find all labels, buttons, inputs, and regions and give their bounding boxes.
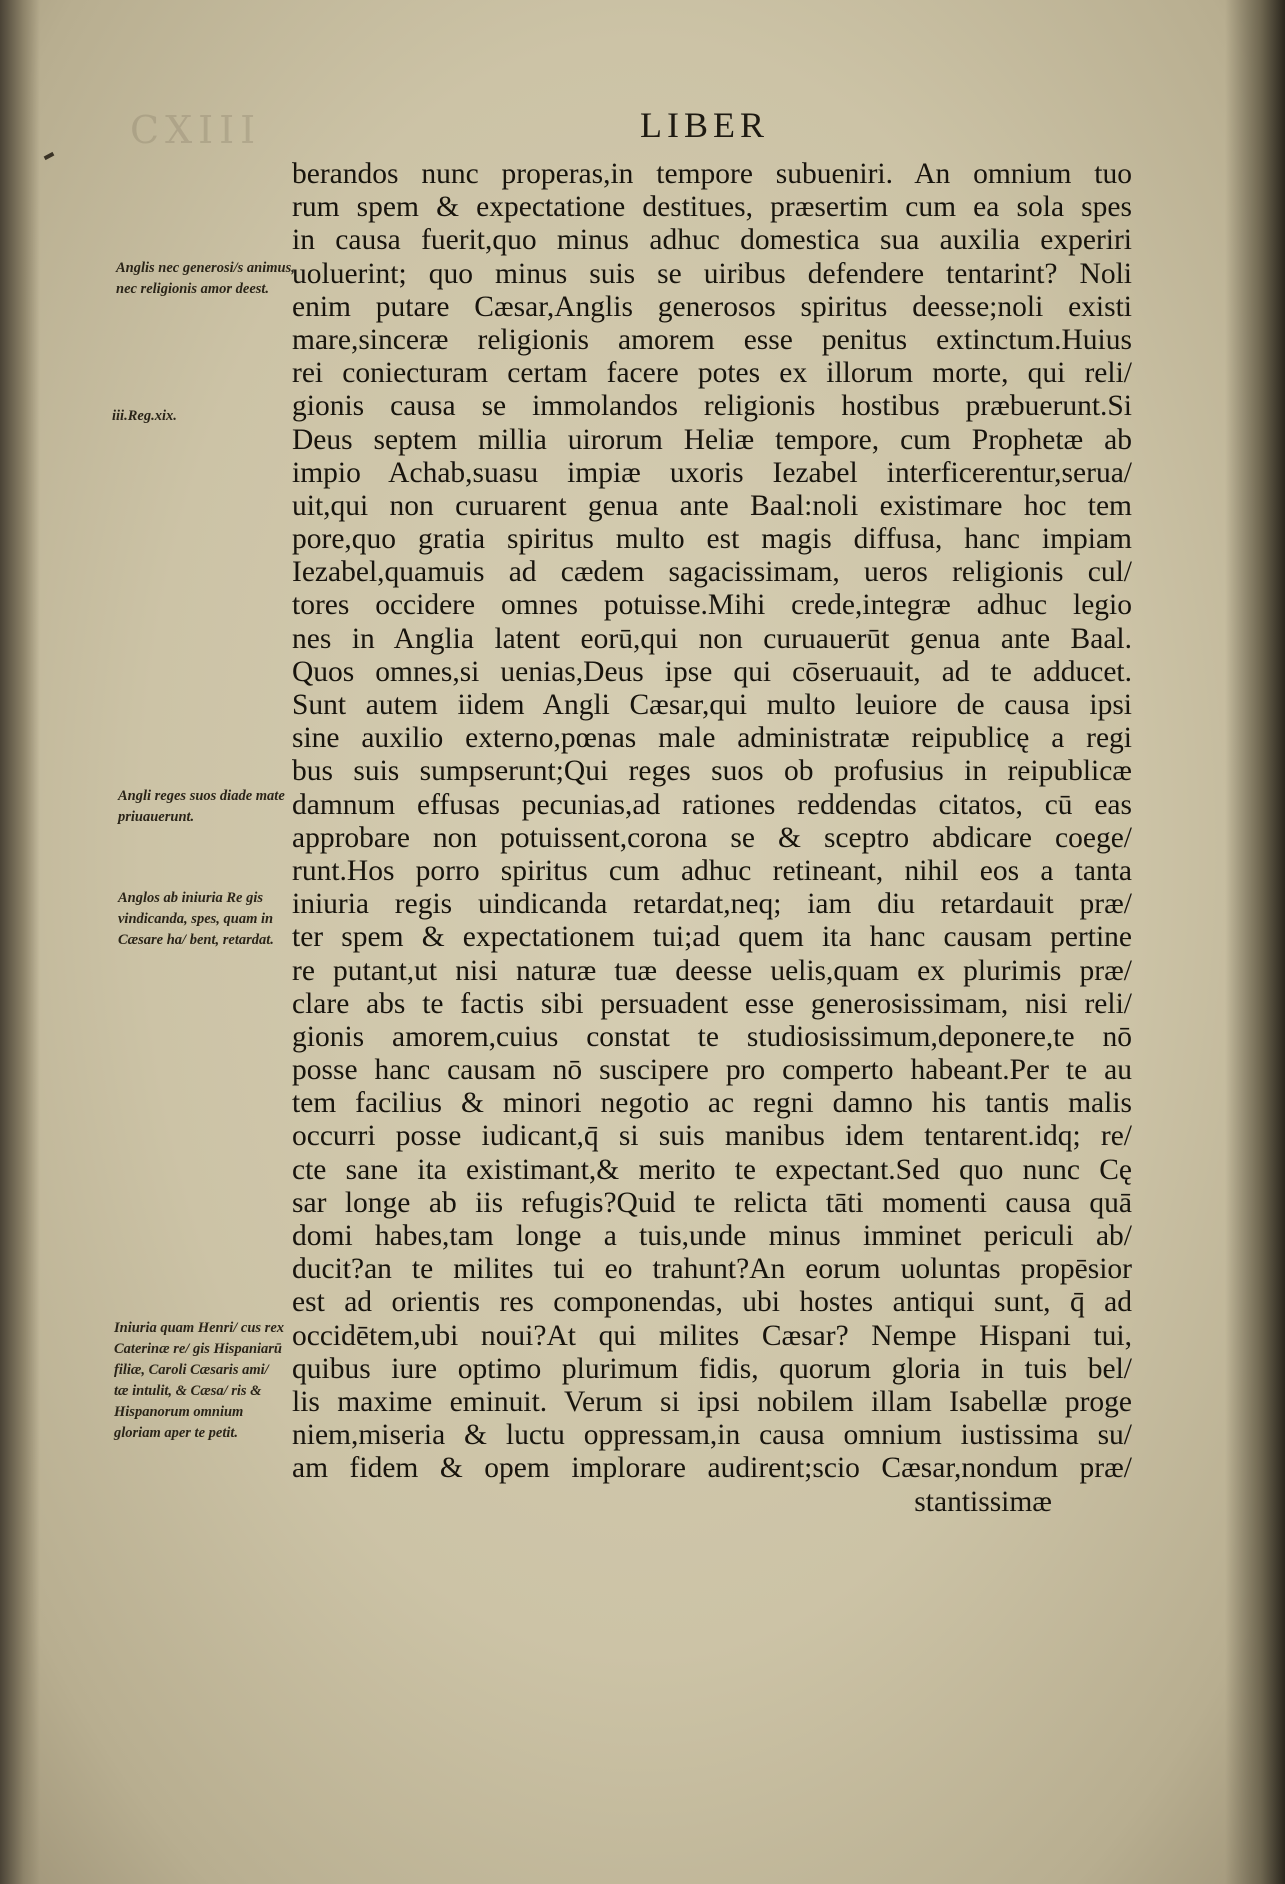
text-line: bus suis sumpserunt;Qui reges suos ob profusius in reipublicæ (292, 755, 1132, 788)
text-line: ducit?an te milites tui eo trahunt?An eorum uoluntas propēsior (292, 1253, 1132, 1286)
text-line: pore,quo gratia spiritus multo est magis diffusa, hanc impiam (292, 523, 1132, 556)
text-line: occidētem,ubi noui?At qui milites Cæsar? Nempe Hispani tui, (292, 1319, 1132, 1352)
text-line: lis maxime eminuit. Verum si ipsi nobilem illam Isabellæ proge (292, 1385, 1132, 1418)
text-line: gionis causa se immolandos religionis hostibus præbuerunt.Si (292, 390, 1132, 423)
text-line: posse hanc causam nō suscipere pro comperto habeant.Per te au (292, 1054, 1132, 1087)
text-line: damnum effusas pecunias,ad rationes reddendas citatos, cū eas (292, 788, 1132, 821)
text-line: am fidem & opem implorare audirent;scio Cæsar,nondum præ/ (292, 1452, 1132, 1485)
text-line: gionis amorem,cuius constat te studiosissimum,deponere,te nō (292, 1020, 1132, 1053)
text-line: ter spem & expectationem tui;ad quem ita hanc causam pertine (292, 921, 1132, 954)
text-line: impio Achab,suasu impiæ uxoris Iezabel interficerentur,serua/ (292, 456, 1132, 489)
text-line: tem facilius & minori negotio ac regni damno his tantis malis (292, 1087, 1132, 1120)
running-head: LIBER (640, 105, 769, 145)
text-line: runt.Hos porro spiritus cum adhuc retineant, nihil eos a tanta (292, 854, 1132, 887)
text-line: approbare non potuissent,corona se & sceptro abdicare coege/ (292, 821, 1132, 854)
text-line: clare abs te factis sibi persuadent esse generosissimam, nisi reli/ (292, 987, 1132, 1020)
marginal-note: Anglos ab iniuria Re gis vindicanda, spes, quam in Cæsare ha/ bent, retardat. (118, 890, 274, 948)
text-line: niem,miseria & luctu oppressam,in causa omnium iustissima su/ (292, 1419, 1132, 1452)
text-line: domi habes,tam longe a tuis,unde minus imminet periculi ab/ (292, 1220, 1132, 1252)
text-line: uit,qui non curuarent genua ante Baal:noli existimare hoc tem (292, 489, 1132, 522)
text-line: Iezabel,quamuis ad cædem sagacissimam, ueros religionis cul/ (292, 556, 1132, 589)
text-line: rum spem & expectatione destitues, præsertim cum ea sola spes (292, 191, 1132, 224)
text-line: tores occidere omnes potuisse.Mihi crede,integræ adhuc legio (292, 589, 1132, 622)
text-line: sar longe ab iis refugis?Quid te relicta tāti momenti causa quā (292, 1186, 1132, 1219)
text-line: mare,sinceræ religionis amorem esse penitus extinctum.Huius (292, 323, 1132, 356)
text-line: enim putare Cæsar,Anglis generosos spiritus deesse;noli existi (292, 290, 1132, 323)
ink-mark (44, 152, 55, 160)
text-line: uoluerint; quo minus suis se uiribus defendere tentarint? Noli (292, 257, 1132, 290)
text-line: Quos omnes,si uenias,Deus ipse qui cōseruauit, ad te adducet. (292, 655, 1132, 688)
text-line: re putant,ut nisi naturæ tuæ deesse uelis,quam ex plurimis præ/ (292, 954, 1132, 987)
marginal-note: Angli reges suos diade mate priuauerunt. (118, 788, 285, 825)
marginal-note: Iniuria quam Henri/ cus rex Caterinæ re/ gis Hispaniarū filiæ, Caroli Cæsaris ami/ tæ intulit, & Cæsa/ ris & Hispanorum omnium gloriam aper te petit. (114, 1320, 285, 1441)
text-line: berandos nunc properas,in tempore subueniri. An omnium tuo (292, 158, 1132, 190)
main-text-block (292, 158, 1132, 1519)
marginal-note: Anglis nec generosi/s animus, nec religionis amor deest. (116, 260, 295, 297)
text-line: sine auxilio externo,pœnas male administratæ reipublicę a regi (292, 722, 1132, 755)
text-line: nes in Anglia latent eorū,qui non curuauerūt genua ante Baal. (292, 622, 1132, 655)
text-line: quibus iure optimo plurimum fidis, quorum gloria in tuis bel/ (292, 1352, 1132, 1385)
show-through-text: CXIII (130, 108, 262, 152)
page-edge-shadow (1225, 0, 1285, 1884)
marginal-note: iii.Reg.xix. (112, 408, 177, 424)
catchword: stantissimæ (914, 1485, 1052, 1518)
gutter-shadow (0, 0, 40, 1884)
text-line: iniuria regis uindicanda retardat,neq; iam diu retardauit præ/ (292, 888, 1132, 921)
text-line: est ad orientis res componendas, ubi hostes antiqui sunt, q̄ ad (292, 1286, 1132, 1319)
text-line: Sunt autem iidem Angli Cæsar,qui multo leuiore de causa ipsi (292, 689, 1132, 721)
text-line: rei coniecturam certam facere potes ex illorum morte, qui reli/ (292, 357, 1132, 390)
text-line: in causa fuerit,quo minus adhuc domestica sua auxilia experiri (292, 224, 1132, 257)
text-line: occurri posse iudicant,q̄ si suis manibus idem tentarent.idq; re/ (292, 1120, 1132, 1153)
text-line: cte sane ita existimant,& merito te expectant.Sed quo nunc Cę (292, 1153, 1132, 1186)
text-line: Deus septem millia uirorum Heliæ tempore, cum Prophetæ ab (292, 423, 1132, 456)
